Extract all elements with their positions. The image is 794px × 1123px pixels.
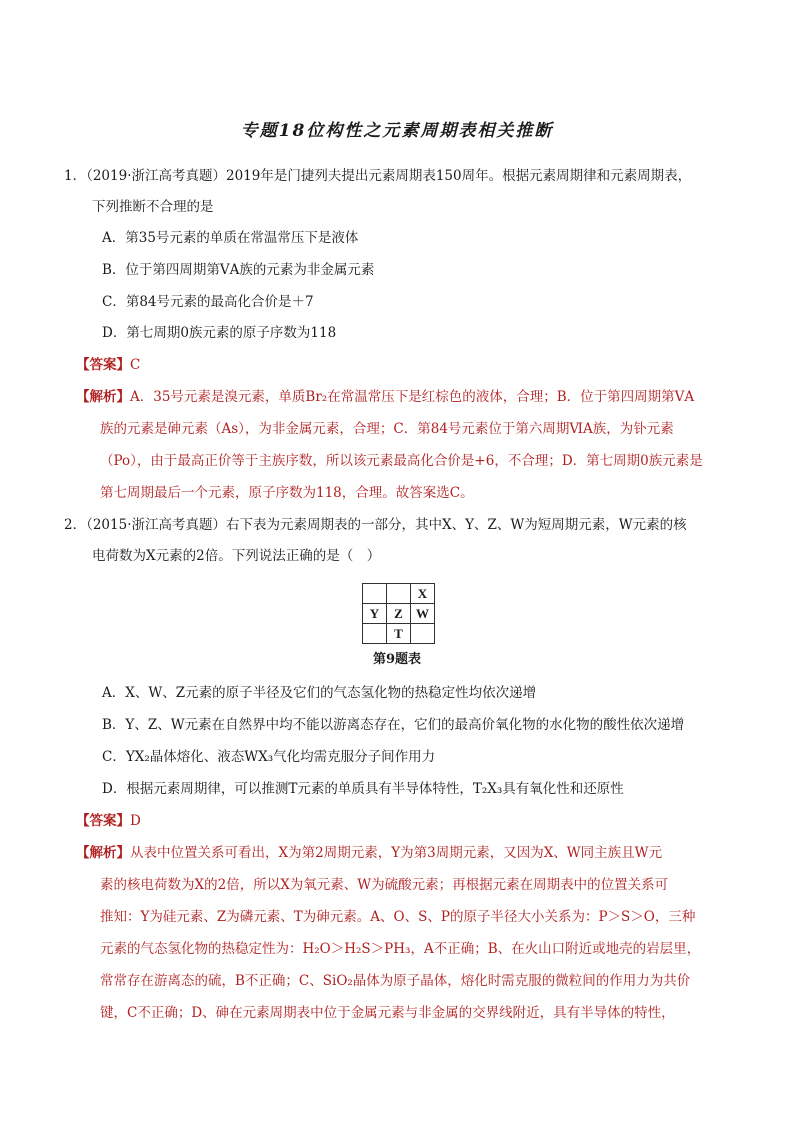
table-cell: T <box>387 624 411 644</box>
q1-analysis-line-2: 族的元素是砷元素（As），为非金属元素，合理；C．第84号元素位于第六周期ⅥA族，为钋元素 <box>100 421 674 437</box>
q1-option-d: D．第七周期0族元素的原子序数为118 <box>102 325 337 341</box>
table-cell: W <box>411 604 435 624</box>
q2-analysis-line-5: 常常存在游离态的硫，B不正确；C、SiO₂晶体为原子晶体，熔化时需克服的微粒间的作用力为共价 <box>100 973 691 989</box>
q2-analysis-line-1 <box>76 843 662 863</box>
table-row <box>363 604 435 624</box>
q2-stem-line-2: 电荷数为X元素的2倍。下列说法正确的是（ ） <box>92 548 381 564</box>
q1-stem-line-1: 1．（2019·浙江高考真题）2019年是门捷列夫提出元素周期表150周年。根据元素周期律和元素周期表， <box>64 168 692 184</box>
periodic-table-fragment <box>362 583 435 644</box>
q2-analysis-line-6: 键，C不正确；D、砷在元素周期表中位于金属元素与非金属的交界线附近，具有半导体的特性， <box>100 1005 675 1021</box>
table-cell <box>363 584 387 604</box>
table-row <box>363 624 435 644</box>
q1-option-c: C．第84号元素的最高化合价是＋7 <box>102 294 314 310</box>
table-cell <box>411 624 435 644</box>
table-row <box>363 584 435 604</box>
q2-analysis-line-3: 推知：Y为硅元素、Z为磷元素、T为砷元素。A、O、S、P的原子半径大小关系为：P＞S＞O，三种 <box>100 909 696 925</box>
q2-option-b: B．Y、Z、W元素在自然界中均不能以游离态存在，它们的最高价氧化物的水化物的酸性依次递增 <box>102 717 685 733</box>
q1-stem-line-2: 下列推断不合理的是 <box>92 199 214 215</box>
q2-answer-tag: 【答案】 <box>76 813 130 829</box>
q2-analysis-line-2: 素的核电荷数为X的2倍，所以X为氧元素、W为硫酸元素；再根据元素在周期表中的位置关系可 <box>100 877 669 893</box>
q2-option-d: D．根据元素周期律，可以推测T元素的单质具有半导体特性，T₂X₃具有氧化性和还原性 <box>102 781 624 797</box>
q2-stem-line-1: 2．（2015·浙江高考真题）右下表为元素周期表的一部分，其中X、Y、Z、W为短周期元素，W元素的核 <box>64 517 687 533</box>
table-cell <box>363 624 387 644</box>
q2-answer-value: D <box>130 813 141 829</box>
q1-option-b: B．位于第四周期第ⅤA族的元素为非金属元素 <box>102 262 375 278</box>
q1-answer-tag: 【答案】 <box>76 357 130 373</box>
q2-analysis-line-4: 元素的气态氢化物的热稳定性为：H₂O＞H₂S＞PH₃，A不正确；B、在火山口附近或地壳的岩层里， <box>100 941 701 957</box>
table-cell: X <box>411 584 435 604</box>
q1-answer-value: C <box>130 357 141 373</box>
q1-analysis-line-3: （Po），由于最高正价等于主族序数，所以该元素最高化合价是+6，不合理；D．第七周期0族元素是 <box>100 453 703 469</box>
page-title: 专题18位构性之元素周期表相关推断 <box>240 121 554 141</box>
q1-analysis-text-1: A．35号元素是溴元素，单质Br₂在常温常压下是红棕色的液体，合理；B．位于第四周期第ⅤA <box>130 389 695 405</box>
q1-answer <box>76 355 140 375</box>
q1-analysis-line-4: 第七周期最后一个元素，原子序数为118，合理。故答案选C。 <box>100 485 474 501</box>
q1-analysis-tag: 【解析】 <box>76 389 130 405</box>
q2-option-c: C．YX₂晶体熔化、液态WX₃气化均需克服分子间作用力 <box>102 749 436 765</box>
q2-analysis-tag: 【解析】 <box>76 845 130 861</box>
q2-option-a: A．X、W、Z元素的原子半径及它们的气态氢化物的热稳定性均依次递增 <box>102 685 537 701</box>
table-cell: Z <box>387 604 411 624</box>
q1-option-a: A．第35号元素的单质在常温常压下是液体 <box>102 230 359 246</box>
table-cell <box>387 584 411 604</box>
q1-analysis-line-1 <box>76 387 694 407</box>
table-cell: Y <box>363 604 387 624</box>
table-caption: 第9题表 <box>372 652 422 667</box>
q2-answer <box>76 811 141 831</box>
q2-analysis-text-1: 从表中位置关系可看出，X为第2周期元素，Y为第3周期元素，又因为X、W同主族且W元 <box>130 845 663 861</box>
